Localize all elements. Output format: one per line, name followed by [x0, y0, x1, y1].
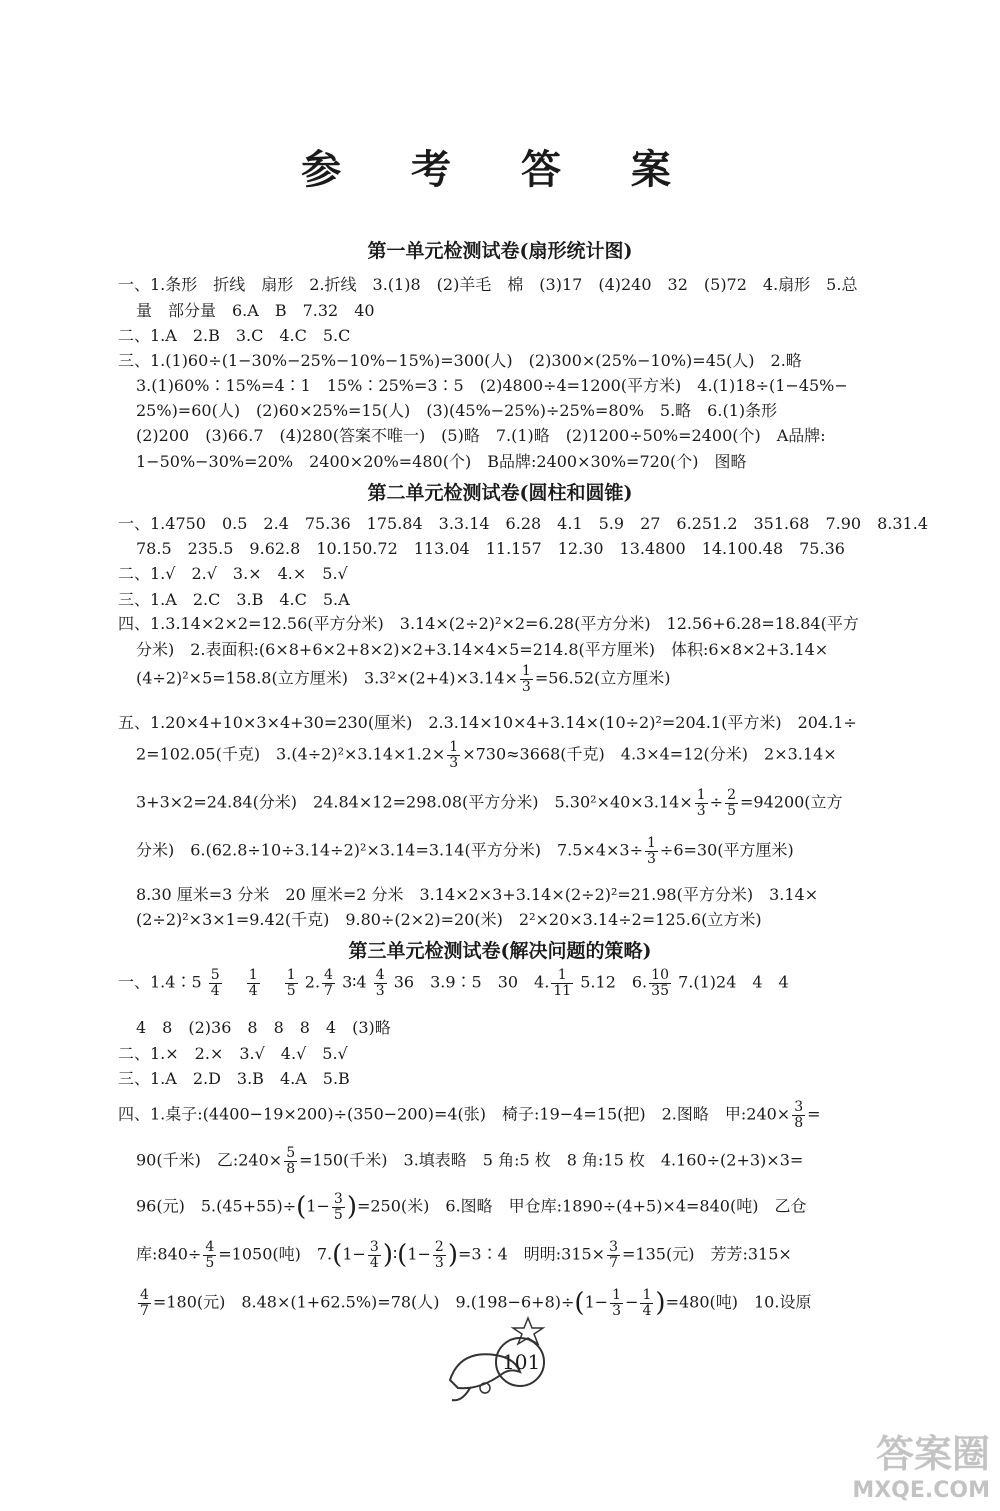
fraction: $\frac{1}{11}$: [553, 967, 572, 999]
answer-line: 四、1.3.14×2×2=12.56(平方分米) 3.14×(2÷2)²×2=6.28(平方分米) 12.56+6.28=18.84(平方: [118, 614, 859, 633]
fraction: $\frac{1}{4}$: [248, 967, 258, 999]
page-title: 参 考 答 案: [301, 146, 699, 193]
answer-line: 量 部分量 6.A B 7.32 40: [136, 301, 375, 320]
page-footer: [440, 1310, 570, 1410]
answer-line: 4 8 (2)36 8 8 8 4 (3)略: [136, 1018, 391, 1037]
fraction: $\frac{1}{5}$: [286, 967, 296, 999]
fraction: $\frac{4}{3}$: [375, 967, 385, 999]
fraction: $\frac{5}{4}$: [210, 967, 220, 999]
answer-line: $\frac{4}{7}$ =180(元) 8.48×(1+62.5%)=78(人) 9.(198−6+8)÷(1− $\frac{1}{3}$ − $\frac{1}{4}$ )=480(吨) 10.设原: [140, 1287, 812, 1319]
fraction: $\frac{2}{3}$: [434, 1239, 444, 1271]
fraction: $\frac{2}{5}$: [727, 787, 736, 819]
answer-line: 二、1.A 2.B 3.C 4.C 5.C: [118, 326, 351, 345]
answer-line: 三、1.A 2.C 3.B 4.C 5.A: [118, 590, 350, 609]
answer-line: 96(元) 5.(45+55)÷(1− $\frac{3}{5}$ )=250(米) 6.图略 甲仓库:1890÷(4+5)×4=840(吨) 乙仓: [136, 1191, 807, 1223]
answer-line: 一、1.4750 0.5 2.4 75.36 175.84 3.3.14 6.28 4.1 5.9 27 6.251.2 351.68 7.90 8.31.4: [118, 514, 929, 533]
answer-line: 分米) 2.表面积:(6×8+6×2+8×2)×2+3.14×4×5=214.8(平方厘米) 体积:6×8×2+3.14×: [136, 640, 829, 659]
answer-line: 二、1.× 2.× 3.√ 4.√ 5.√: [118, 1044, 348, 1063]
fraction: $\frac{1}{3}$: [449, 739, 459, 771]
section-title: 第二单元检测试卷(圆柱和圆锥): [367, 482, 633, 504]
fraction: $\frac{4}{7}$: [140, 1287, 149, 1319]
fraction: $\frac{4}{7}$: [324, 967, 333, 999]
answer-line: 90(千米) 乙:240× $\frac{5}{8}$ =150(千米) 3.填表略 5 角:5 枚 8 角:15 枚 4.160÷(2+3)×3=: [136, 1145, 804, 1177]
answer-line: 一、1.条形 折线 扇形 2.折线 3.(1)8 (2)羊毛 棉 (3)17 (4)240 32 (5)72 4.扇形 5.总: [118, 275, 858, 294]
section-title: 第三单元检测试卷(解决问题的策略): [348, 940, 652, 962]
answer-line: 五、1.20×4+10×3×4+30=230(厘米) 2.3.14×10×4+3.14×(10÷2)²=204.1(平方米) 204.1÷: [118, 713, 857, 732]
fraction: $\frac{1}{3}$: [647, 835, 656, 867]
fraction: $\frac{1}{3}$: [521, 663, 531, 695]
fraction: $\frac{5}{8}$: [286, 1145, 296, 1177]
answer-line: 8.30 厘米=3 分米 20 厘米=2 分米 3.14×2×3+3.14×(2÷2)²=21.98(平方分米) 3.14×: [136, 885, 819, 904]
answer-line: 三、1.A 2.D 3.B 4.A 5.B: [118, 1069, 350, 1088]
fraction: $\frac{3}{5}$: [333, 1191, 343, 1223]
fraction: $\frac{3}{4}$: [369, 1239, 379, 1271]
fraction: $\frac{3}{7}$: [609, 1239, 619, 1271]
answer-line: 1−50%−30%=20% 2400×20%=480(个) B品牌:2400×30%=720(个) 图略: [136, 452, 747, 471]
answer-line: 分米) 6.(62.8÷10÷3.14÷2)²×3.14=3.14(平方分米) 7.5×4×3÷ $\frac{1}{3}$ ÷6=30(平方厘米): [136, 835, 794, 867]
answer-line: 2=102.05(千克) 3.(4÷2)²×3.14×1.2× $\frac{1}{3}$ ×730≈3668(千克) 4.3×4=12(分米) 2×3.14×: [136, 739, 837, 771]
answer-line: (2÷2)²×3×1=9.42(千克) 9.80÷(2×2)=20(米) 2²×20×3.14÷2=125.6(立方米): [136, 910, 762, 929]
answer-line: 三、1.(1)60÷(1−30%−25%−10%−15%)=300(人) (2)300×(25%−10%)=45(人) 2.略: [118, 351, 802, 370]
fraction: $\frac{4}{5}$: [205, 1239, 215, 1271]
fraction: $\frac{3}{8}$: [794, 1099, 804, 1131]
answer-line: 78.5 235.5 9.62.8 10.150.72 113.04 11.157 12.30 13.4800 14.100.48 75.36: [136, 539, 845, 558]
answer-line: 3+3×2=24.84(分米) 24.84×12=298.08(平方分米) 5.30²×40×3.14× $\frac{1}{3}$ ÷ $\frac{2}{5}$ =94200(立方: [136, 787, 843, 819]
fraction: $\frac{1}{4}$: [642, 1287, 652, 1319]
page-number: 101: [502, 1350, 541, 1374]
answer-line: 二、1.√ 2.√ 3.× 4.× 5.√: [118, 564, 348, 583]
watermark: 答案圈 MXQE.COM: [852, 1432, 990, 1503]
answer-line: (2)200 (3)66.7 (4)280(答案不唯一) (5)略 7.(1)略 (2)1200÷50%=2400(个) A品牌:: [136, 426, 826, 445]
answer-line: 25%)=60(人) (2)60×25%=15(人) (3)(45%−25%)÷25%=80% 5.略 6.(1)条形: [136, 401, 778, 420]
answer-line: 四、1.桌子:(4400−19×200)÷(350−200)=4(张) 椅子:19−4=15(把) 2.图略 甲:240× $\frac{3}{8}$ =: [118, 1099, 821, 1131]
fraction: $\frac{1}{3}$: [696, 787, 706, 819]
answer-line: 3.(1)60%∶15%=4∶1 15%∶25%=3∶5 (2)4800÷4=1200(平方米) 4.(1)18÷(1−45%−: [136, 376, 848, 395]
answer-line: (4÷2)²×5=158.8(立方厘米) 3.3²×(2+4)×3.14× $\frac{1}{3}$ =56.52(立方厘米): [136, 663, 671, 695]
fraction: $\frac{1}{3}$: [612, 1287, 622, 1319]
answer-line: 库:840÷ $\frac{4}{5}$ =1050(吨) 7.(1− $\frac{3}{4}$ )∶(1− $\frac{2}{3}$ )=3∶4 明明:315× $\frac{3}{7}$ =135(元) 芳芳:315×: [136, 1239, 792, 1271]
section-title: 第一单元检测试卷(扇形统计图): [367, 240, 633, 262]
fraction: $\frac{10}{35}$: [651, 967, 669, 999]
answer-line: 一、1.4∶5 $\frac{5}{4}$ $\frac{1}{4}$ $\frac{1}{5}$ 2. $\frac{4}{7}$ 3∶4 $\frac{4}{3}$ 36 3.9∶5 30 4. $\frac{1}{11}$ 5.12 6. $\frac{10}{35}$ 7.(1)24 4 4: [118, 967, 789, 999]
